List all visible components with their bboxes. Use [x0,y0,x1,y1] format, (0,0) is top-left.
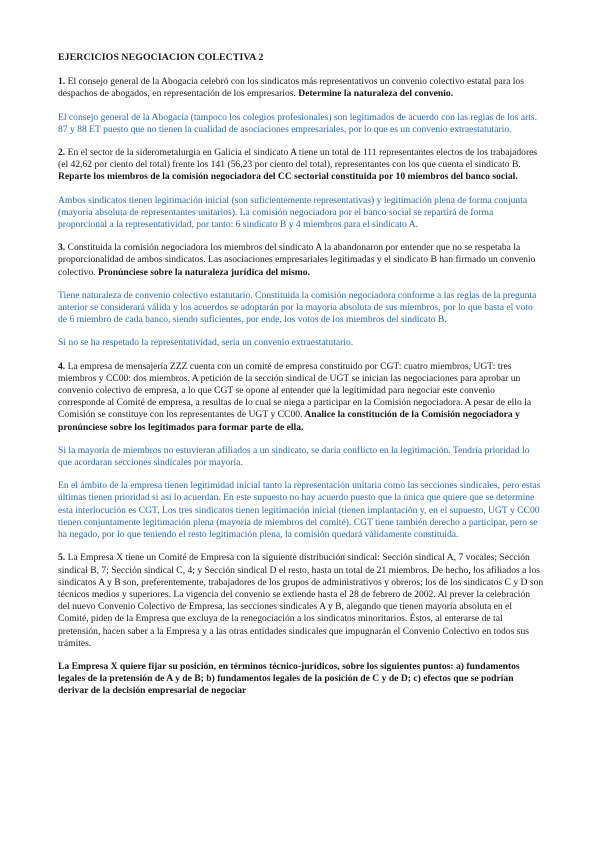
question-number: 1. [58,76,66,88]
answer-1: El consejo general de la Abogacía (tampoco los colegios profesionales) son legitimados de acuerdo con las reglas de los arts. 87 y 88 ET puesto que no tienen la cualidad de asociaciones empresariales, por lo que es un convenio extraestatutario. [58,111,538,135]
document-title: EJERCICIOS NEGOCIACION COLECTIVA 2 [58,52,264,63]
document-page [58,52,544,709]
answer-4a: Si la mayoría de miembros no estuvieran afiliados a un sindicato, se daría conflicto en la legitimación. Tendría prioridad lo que acordaran secciones sindicales por mayoría. [58,444,530,469]
answer-4b: En el ámbito de la empresa tienen legitimidad inicial tanto la representación unitaria como las secciones sindicales, pero estas últimas tienen prioridad si así lo acuerdan. En este supuesto no hay acuerdo puesto que la única que quiere que se determine esta interlocución es CGT. Los tres sindicatos tienen legitimación inicial (tienen implantación y, en el supuesto, UGT y CC00 tienen conjuntamente legitimación plena (mayoría de miembros del comité). CGT tiene también derecho a participar, pero se ha negado, por lo que teniendo el resto legitimación plena, la comisión quedará válidamente constituida. [58,480,541,541]
question-prompt: Reparte los miembros de la comisión negociadora del CC sectorial constituida por 10 miembros del banco social. [58,171,518,183]
question-text: La empresa de mensajería ZZZ cuenta con un comité de empresa constituido por CGT: cuatro miembros, UGT: tres miembros y CC00: dos miembros. A petición de la sección sindical de UGT se inician las negociaciones para aprobar un convenio colectivo de empresa, a lo que CGT se opone al entender que la legitimidad para negociar este convenio corresponde al Comité de empresa, a resultas de lo cual se niega a participar en la Comisión negociadora. A pesar de ello la Comisión se constituye con los representantes de UGT y CC00. [58,360,532,421]
question-prompt: Analice la constitución de la Comisión negociadora y pronúnciese sobre los legitimados para formar parte de ella. [58,409,520,433]
question-prompt: Pronúnciese sobre la naturaleza jurídica del mismo. [95,266,310,278]
question-number: 5. [58,552,66,564]
question-number: 3. [58,242,66,254]
question-number: 2. [58,147,66,159]
question-5 [58,552,544,650]
question-text: La Empresa X tiene un Comité de Empresa con la siguiente distribución sindical: Sección sindical A, 7 vocales; Sección sindical B, 7; Sección sindical C, 4; y Sección sindical D el resto, hasta un total de 21 miembros. De hecho, los afiliados a los sindicatos A y B son, preferentemente, trabajadores de los grupos de administrativos y obreros; los de los sindicatos C y D son técnicos medios y superiores. La vigencia del convenio se extiende hasta el 28 de febrero de 2002. Al prever la celebración del nuevo Convenio Colectivo de Empresa, las secciones sindicales A y B, alegando que tienen mayoría absoluta en el Comité, piden de la Empresa que excluya de la renegociación a los sindicatos minoritarios. Éstos, al enterarse de tal pretensión, hacen saber a la Empresa y a las otras entidades sindicales que impugnarán el Convenio Colectivo en todos sus trámites. [58,552,544,649]
question-text: En el sector de la siderometalurgia en Galicia el sindicato A tiene un total de 111 representantes electos de los trabajadores (el 42,62 por ciento del total) frente los 141 (56,23 por ciento del total), representantes con los que cuenta el sindicato B. [58,147,538,171]
answer-2: Ambos sindicatos tienen legitimación inicial (son suficientemente representativas) y legitimación plena de forma conjunta (mayoría absoluta de representantes unitarios). La comisión negociadora por el banco social se repartirá de forma proporcional a la representatividad, por tanto: 6 sindicato B y 4 miembros para el sindicato A. [58,194,528,231]
question-5-prompt [58,661,544,698]
question-4 [58,361,544,434]
question-2 [58,147,544,184]
question-text: Constituida la comisión negociadora los miembros del sindicato A la abandonaron por entender que no se respetaba la proporcionalidad de ambos sindicatos. Las asociaciones empresariales legitimadas y el sindicato B han firmado un convenio colectivo. [58,242,536,278]
question-prompt: Determine la naturaleza del convenio. [295,88,454,100]
question-prompt: La Empresa X quiere fijar su posición, en términos técnico-jurídicos, sobre los siguientes puntos: a) fundamentos legales de la pretensión de A y de B; b) fundamentos legales de la posición de C y de D; c) efectos que se podrían derivar de la decisión empresarial de negociar [58,660,520,697]
question-text: El consejo general de la Abogacía celebró con los sindicatos más representativos un convenio colectivo estatal para los despachos de abogados, en representación de los empresarios. [58,76,524,100]
question-number: 4. [58,360,66,372]
question-3 [58,242,544,279]
answer-3a: Tiene naturaleza de convenio colectivo estatutario. Constituida la comisión negociadora conforme a las reglas de la pregunta anterior se considerará válida y los acuerdos se adoptarán por la mayoría absoluta de sus miembros, por lo que basta el voto de 6 miembro de cada banco, siendo suficientes, por ende, los votos de los miembros del sindicato B. [58,289,537,326]
answer-3b: Si no se ha respetado la representatividad, sería un convenio extraestatutario. [58,337,354,349]
question-1 [58,76,544,100]
